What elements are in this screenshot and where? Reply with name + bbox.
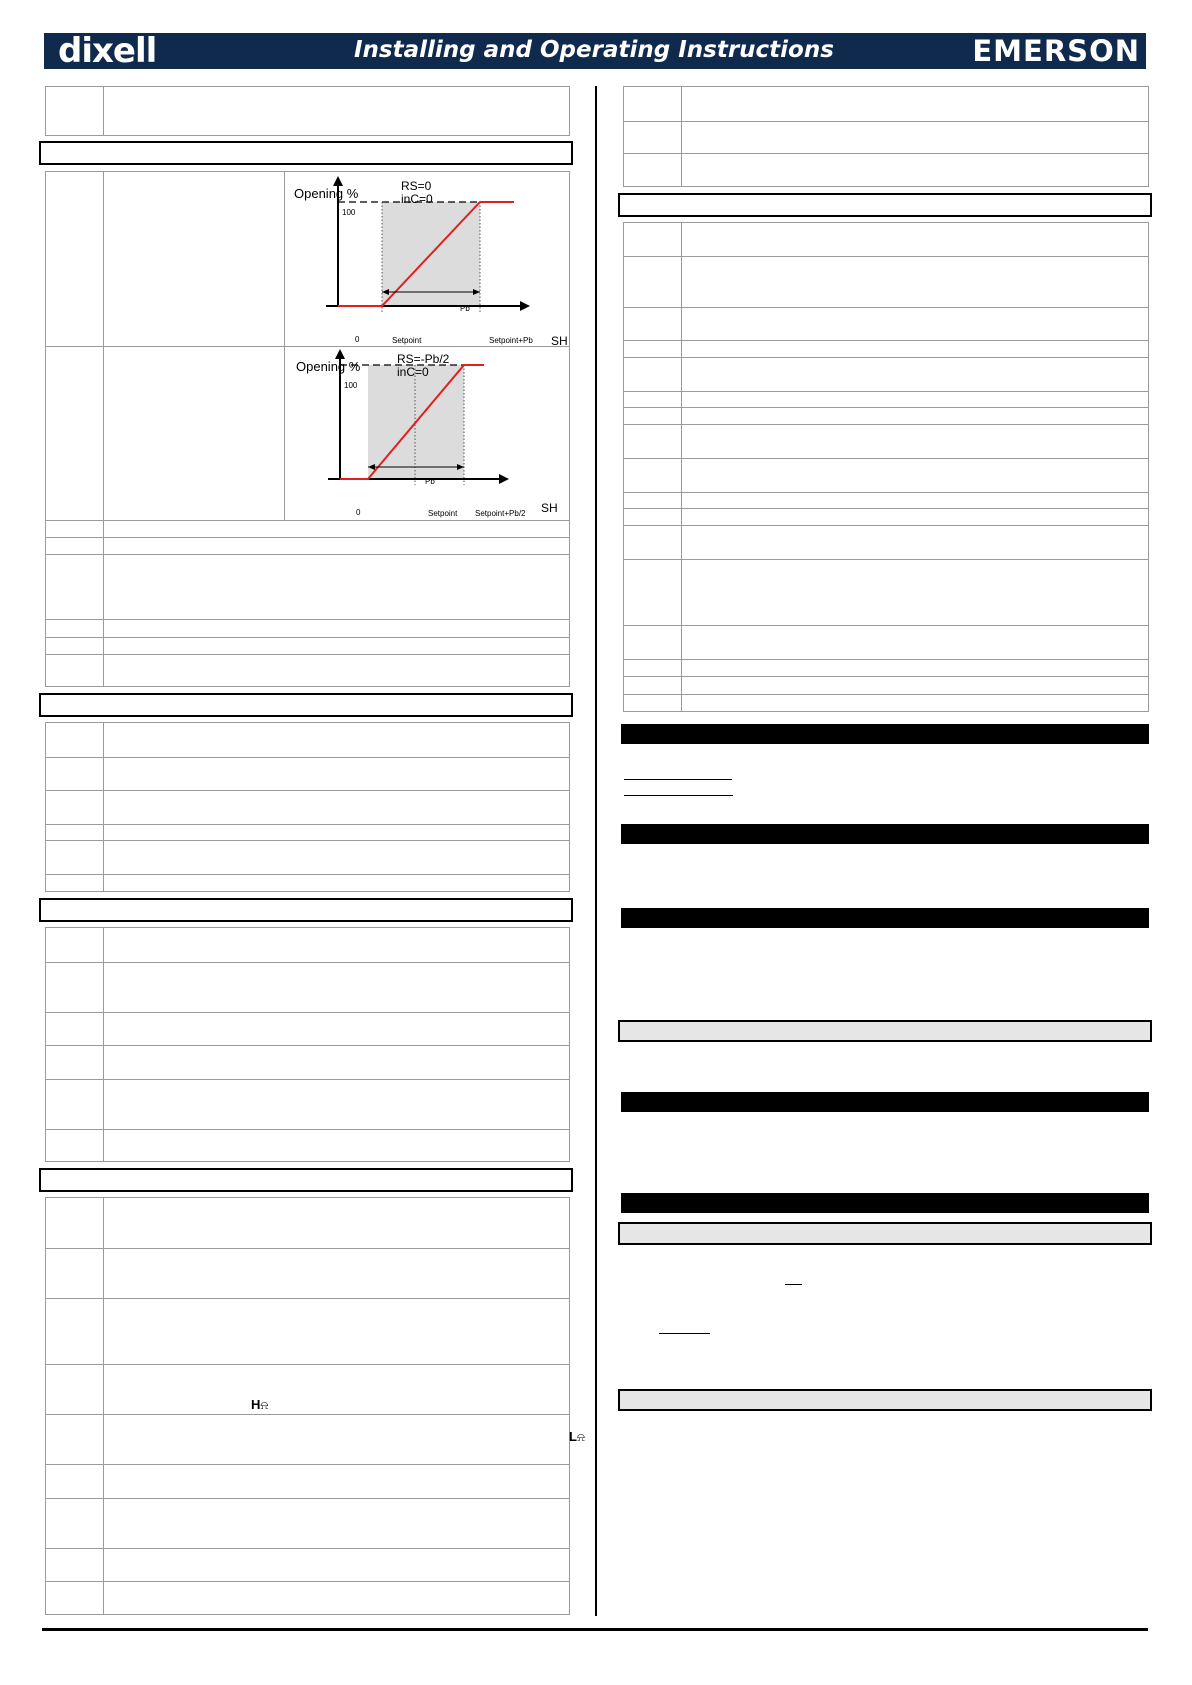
section-bar-1: [621, 724, 1149, 744]
inc-annotation: inC=0: [401, 192, 433, 206]
y-tick-0: 0: [356, 508, 361, 517]
table-row: [624, 659, 1148, 660]
table-column-divider: [103, 172, 104, 686]
header-banner: [44, 33, 1146, 69]
y-axis-label: Opening %: [294, 186, 359, 201]
table-row: [624, 625, 1148, 626]
table-row: [624, 153, 1148, 154]
subsection-box-1: [618, 1020, 1152, 1042]
underline-rule: [624, 795, 733, 796]
table-row: [46, 1298, 569, 1299]
parameter-table-f: [623, 86, 1149, 187]
table-row: [624, 424, 1148, 425]
high-alarm-bell-icon: H⍾: [251, 1397, 269, 1412]
table-row: [46, 1464, 569, 1465]
section-header-3: [39, 898, 573, 922]
pb-label: Pb: [425, 477, 435, 486]
rs-annotation: RS=-Pb/2: [397, 352, 450, 366]
opening-chart-rs-neg-pb2: [284, 347, 570, 519]
table-row: [624, 458, 1148, 459]
table-row: [46, 1498, 569, 1499]
y-axis-arrow: [335, 349, 345, 359]
table-column-divider: [681, 223, 682, 711]
table-row: [46, 790, 569, 791]
table-row: [46, 824, 569, 825]
dixell-logo: dixell: [58, 31, 157, 71]
y-tick-100: 100: [344, 381, 358, 390]
subsection-box-2: [618, 1222, 1152, 1245]
table-row: [46, 962, 569, 963]
table-row: [624, 525, 1148, 526]
x-tick-setpoint: Setpoint: [392, 336, 422, 345]
table-row: [46, 654, 569, 655]
table-column-divider: [681, 87, 682, 186]
underline-rule: [624, 779, 732, 780]
x-axis-arrow: [499, 474, 509, 484]
y-tick-100: 100: [342, 208, 356, 217]
y-axis-label: Opening %: [296, 359, 361, 374]
footer-rule: [42, 1628, 1148, 1631]
table-row: [46, 554, 569, 555]
parameter-table-d: [45, 927, 570, 1162]
section-header-1: [39, 141, 573, 165]
table-row: [46, 1581, 569, 1582]
x-tick-setpoint: Setpoint: [428, 509, 458, 518]
y-tick-0: 0: [355, 335, 360, 344]
section-header-4: [39, 1168, 573, 1192]
rs-annotation: RS=0: [401, 179, 432, 193]
table-row: [46, 874, 569, 875]
section-bar-5: [621, 1193, 1149, 1213]
x-axis-label: SH: [541, 501, 558, 515]
pb-label: Pb: [460, 304, 470, 313]
section-header-2: [39, 693, 573, 717]
x-tick-setpoint-plus-pb2: Setpoint+Pb/2: [475, 509, 526, 518]
table-row: [46, 619, 569, 620]
table-row: [624, 256, 1148, 257]
inc-annotation: inC=0: [397, 365, 429, 379]
x-axis-arrow: [520, 301, 530, 311]
table-row: [46, 1414, 569, 1415]
opening-chart-svg: [284, 172, 570, 346]
opening-chart-rs0: [284, 172, 570, 346]
table-row: [624, 121, 1148, 122]
subsection-box-3: [618, 1389, 1152, 1411]
table-row: [46, 757, 569, 758]
table-row: [46, 1045, 569, 1046]
table-row: [46, 1079, 569, 1080]
y-axis-arrow: [333, 176, 343, 186]
table-row: [46, 1129, 569, 1130]
table-row: [624, 694, 1148, 695]
section-bar-4: [621, 1092, 1149, 1112]
table-row: [46, 537, 569, 538]
underline-rule: [659, 1333, 710, 1334]
table-row: [46, 637, 569, 638]
table-row: [46, 1548, 569, 1549]
parameter-table-e: [45, 1197, 570, 1615]
low-alarm-bell-icon: L⍾: [569, 1429, 585, 1444]
table-column-divider: [103, 1198, 104, 1614]
section-bar-2: [621, 824, 1149, 844]
x-tick-setpoint-plus-pb: Setpoint+Pb: [489, 336, 533, 345]
table-row: [624, 559, 1148, 560]
table-row: [624, 407, 1148, 408]
document-title: Installing and Operating Instructions: [354, 37, 834, 63]
table-row: [624, 492, 1148, 493]
emerson-logo: EMERSON: [972, 34, 1140, 68]
table-row: [624, 357, 1148, 358]
section-header-5: [618, 193, 1152, 217]
underline-rule: [785, 1284, 802, 1285]
parameter-table-g: [623, 222, 1149, 712]
table-row: [624, 676, 1148, 677]
table-row: [46, 1364, 569, 1365]
table-column-divider: [103, 723, 104, 891]
column-divider: [595, 86, 597, 1616]
table-row: [624, 508, 1148, 509]
opening-chart-svg: [284, 347, 570, 519]
table-row: [624, 391, 1148, 392]
table-row: [46, 840, 569, 841]
parameter-table-c: [45, 722, 570, 892]
table-row: [624, 340, 1148, 341]
table-row: [46, 1248, 569, 1249]
section-bar-3: [621, 908, 1149, 928]
parameter-table-a: [45, 86, 570, 136]
table-row: [46, 520, 569, 521]
table-column-divider: [103, 87, 104, 135]
x-axis-label: SH: [551, 334, 568, 346]
table-row: [46, 1012, 569, 1013]
table-row: [624, 307, 1148, 308]
